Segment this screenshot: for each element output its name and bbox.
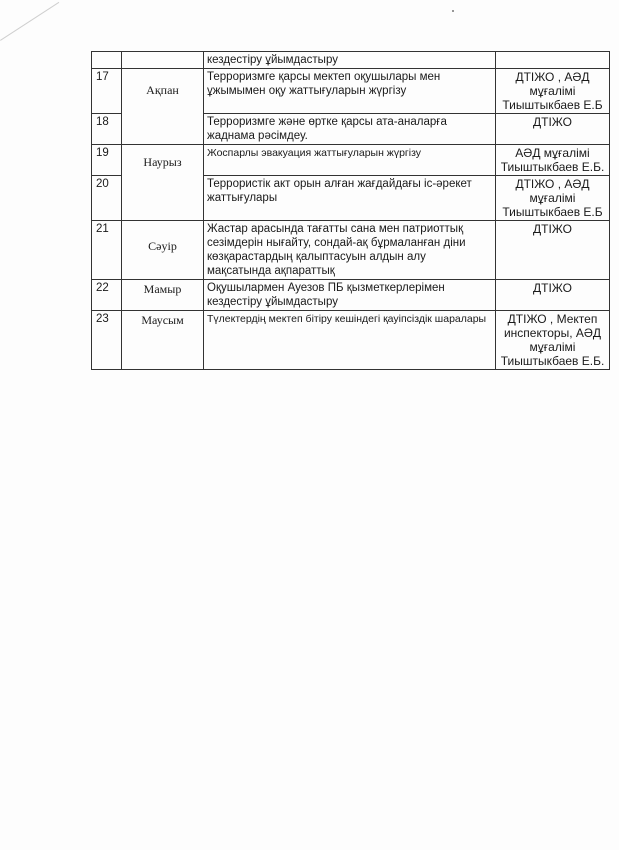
month-cell: Маусым: [122, 311, 204, 370]
row-number: 18: [92, 114, 122, 145]
table-row: [92, 69, 610, 114]
row-number: 17: [92, 69, 122, 114]
scan-dot: [452, 10, 454, 12]
row-number: [92, 52, 122, 69]
table-row: [92, 280, 610, 311]
table-row: [92, 221, 610, 280]
responsible-cell: ДТІЖО , АӘД мұғалімі Тиыштыкбаев Е.Б: [496, 176, 610, 221]
activity-cell: Терроризмге және өртке қарсы ата-аналарға жаднама рәсімдеу.: [204, 114, 496, 145]
row-number: 20: [92, 176, 122, 221]
responsible-cell: ДТІЖО: [496, 280, 610, 311]
activity-cell: Оқушылармен Ауезов ПБ қызметкерлерімен кездестіру ұйымдастыру: [204, 280, 496, 311]
scan-edge-mark: [0, 2, 81, 75]
plan-table: [91, 51, 610, 370]
row-number: 23: [92, 311, 122, 370]
row-number: 22: [92, 280, 122, 311]
month-cell: Сәуір: [122, 221, 204, 280]
activity-cell: кездестіру ұйымдастыру: [204, 52, 496, 69]
responsible-cell: [496, 52, 610, 69]
row-number: 21: [92, 221, 122, 280]
month-cell: Мамыр: [122, 280, 204, 311]
responsible-cell: ДТІЖО , Мектеп инспекторы, АӘД мұғалімі Тиыштыкбаев Е.Б.: [496, 311, 610, 370]
responsible-cell: АӘД мұғалімі Тиыштыкбаев Е.Б.: [496, 145, 610, 176]
responsible-cell: ДТІЖО: [496, 221, 610, 280]
month-cell: Ақпан: [122, 69, 204, 145]
table-row: [92, 52, 610, 69]
table-row: [92, 311, 610, 370]
activity-cell: Түлектердің мектеп бітіру кешіндегі қауіпсіздік шаралары: [204, 311, 496, 370]
activity-cell: Террористік акт орын алған жағдайдағы іс-әрекет жаттығулары: [204, 176, 496, 221]
responsible-cell: ДТІЖО , АӘД мұғалімі Тиыштыкбаев Е.Б: [496, 69, 610, 114]
table-row: [92, 145, 610, 176]
activity-cell: Терроризмге қарсы мектеп оқушылары мен ұжымымен оқу жаттығуларын жүргізу: [204, 69, 496, 114]
activity-cell: Жоспарлы эвакуация жаттығуларын жүргізу: [204, 145, 496, 176]
month-cell: Наурыз: [122, 145, 204, 221]
activity-cell: Жастар арасында тағатты сана мен патриоттық сезімдерін нығайту, сондай-ақ бұрмаланған діни көзқарастардың қалыптасуын алдын алу мақсатында ақпараттық: [204, 221, 496, 280]
row-number: 19: [92, 145, 122, 176]
responsible-cell: ДТІЖО: [496, 114, 610, 145]
month-cell: [122, 52, 204, 69]
